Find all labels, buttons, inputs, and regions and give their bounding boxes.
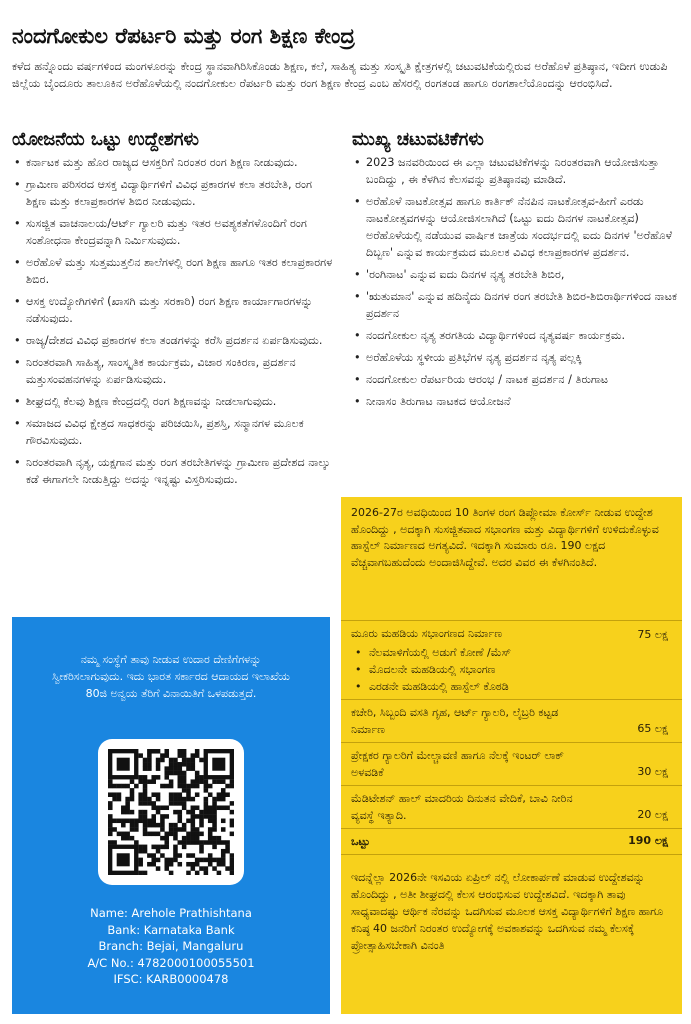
objective-item: • ಆಸಕ್ತ ಉದ್ಯೋಗಿಗಳಿಗೆ (ಖಾಸಗಿ ಮತ್ತು ಸರಕಾರಿ) ರಂಗ ಶಿಕ್ಷಣ ಕಾರ್ಯಾಗಾರಗಳನ್ನು ನಡೆಸುವುದು.	[12, 293, 334, 327]
cost-row-label: ಕಚೇರಿ, ಸಿಬ್ಬಂದಿ ವಸತಿ ಗೃಹ, ಆರ್ಟ್ ಗ್ಯಾಲರಿ, ಲೈಬ್ರರಿ ಕಟ್ಟಡ ನಿರ್ಮಾಣ	[351, 706, 559, 736]
cost-total-row	[341, 828, 682, 855]
objective-item: • ರಾಜ್ಯ/ದೇಶದ ವಿವಿಧ ಪ್ರಕಾರಗಳ ಕಲಾ ತಂಡಗಳನ್ನು ಕರೆಸಿ ಪ್ರದರ್ಶನ ಏರ್ಪಡಿಸುವುದು.	[12, 332, 334, 349]
donation-note: ನಮ್ಮ ಸಂಸ್ಥೆಗೆ ತಾವು ನೀಡುವ ಉದಾರ ದೇಣಿಗೆಗಳನ್ನು ಸ್ವೀಕರಿಸಲಾಗುವುದು. ಇದು ಭಾರತ ಸರ್ಕಾರದ ಆದಾಯದ ಇಲಾಖೆಯ 80ಜಿ ಅನ್ವಯ ತೆರಿಗೆ ವಿನಾಯಿತಿಗೆ ಒಳಪಡುತ್ತದೆ.	[52, 653, 290, 700]
page-title: ನಂದಗೋಕುಲ ರೆಪರ್ಟರಿ ಮತ್ತು ರಂಗ ಶಿಕ್ಷಣ ಕೇಂದ್ರ	[12, 24, 355, 48]
cost-row-label: ಪ್ರೇಕ್ಷಕರ ಗ್ಯಾಲರಿಗೆ ಮೇಲ್ಚಾವಣಿ ಹಾಗೂ ನೆಲಕ್ಕೆ ಇಂಟರ್ ಲಾಕ್ ಅಳವಡಿಕೆ	[351, 749, 564, 779]
cost-table	[341, 620, 682, 855]
cost-row-label: ಮೆಡಿಟೇಶನ್ ಹಾಲ್ ಮಾದರಿಯ ದಿನುತನ ವೇದಿಕೆ, ಬಾವಿ ನೀರಿನ ವ್ಯವಸ್ಥೆ ಇತ್ಯಾದಿ.	[351, 792, 573, 822]
cost-total-amount: 190 ಲಕ್ಷ	[628, 834, 668, 847]
objective-item: • ಶೀಘ್ರದಲ್ಲಿ ಕೆಲವು ಶಿಕ್ಷಣ ಕೇಂದ್ರದಲ್ಲಿ ರಂಗ ಶಿಕ್ಷಣವನ್ನು ನೀಡಲಾಗುವುದು.	[12, 393, 334, 410]
cost-row	[341, 620, 682, 699]
cost-row	[341, 699, 682, 742]
cost-row-label: ಮೂರು ಮಹಡಿಯ ಸಭಾಂಗಣದ ನಿರ್ಮಾಣ	[351, 627, 503, 640]
intro-paragraph: ಕಳೆದ ಹನ್ನೊಂದು ವರ್ಷಗಳಿಂದ ಮಂಗಳೂರನ್ನು ಕೇಂದ್ರ ಸ್ಥಾನವಾಗಿರಿಸಿಕೊಂಡು ಶಿಕ್ಷಣ, ಕಲೆ, ಸಾಹಿತ್ಯ ಮತ್ತು ಸಂಸ್ಕೃತಿ ಕ್ಷೇತ್ರಗಳಲ್ಲಿ ಚಟುವಟಿಕೆಯಲ್ಲಿರುವ ಅರೆಹೊಳೆ ಪ್ರತಿಷ್ಠಾನ, ಇದೀಗ ಉಡುಪಿ ಜಿಲ್ಲೆಯ ಬೈಂದೂರು ತಾಲೂಕಿನ ಅರೆಹೊಳೆಯಲ್ಲಿ ನಂದಗೋಕುಲ ರೆಪರ್ಟರಿ ಮತ್ತು ರಂಗ ಶಿಕ್ಷಣ ಕೇಂದ್ರ ಎಂಬ ಹೆಸರಲ್ಲಿ ರಂಗತಂಡ ಹಾಗೂ ರಂಗಶಾಲೆಯೊಂದನ್ನು ಆರಂಭಿಸಿದೆ.	[12, 60, 668, 90]
future-plan-panel	[341, 497, 682, 1014]
objective-item: • ಸಮಾಜದ ವಿವಿಧ ಕ್ಷೇತ್ರದ ಸಾಧಕರನ್ನು ಪರಿಚಯಿಸಿ, ಪ್ರಶಸ್ತಿ, ಸನ್ಮಾನಗಳ ಮೂಲಕ ಗೌರವಿಸುವುದು.	[12, 415, 334, 449]
bank-account-number: A/C No.: 4782000100055501	[87, 955, 255, 970]
activity-item: • 2023 ಜನವರಿಯಿಂದ ಈ ಎಲ್ಲಾ ಚಟುವಟಿಕೆಗಳನ್ನು ನಿರಂತರವಾಗಿ ಆಯೋಜಿಸುತ್ತಾ ಬಂದಿದ್ದು , ಈ ಕೆಳಗಿನ ಕೆಲಸವನ್ನು ಪ್ರತಿಷ್ಠಾನವು ಮಾಡಿದೆ.	[352, 154, 682, 188]
cost-total-label: ಒಟ್ಟು	[351, 835, 370, 848]
payment-qr-code[interactable]	[98, 739, 244, 885]
objectives-list	[12, 154, 334, 493]
activity-item: • ನೀನಾಸಂ ತಿರುಗಾಟ ನಾಟಕದ ಆಯೋಜನೆ	[352, 393, 682, 410]
cost-row-amount: 20 ಲಕ್ಷ	[637, 808, 668, 821]
objectives-heading: ಯೋಜನೆಯ ಒಟ್ಟು ಉದ್ದೇಶಗಳು	[12, 129, 199, 150]
objective-item: • ನಿರಂತರವಾಗಿ ನೃತ್ಯ, ಯಕ್ಷಗಾನ ಮತ್ತು ರಂಗ ತರಬೇತಿಗಳನ್ನು ಗ್ರಾಮೀಣ ಪ್ರದೇಶದ ನಾಲ್ಕು ಕಡೆ ಈಗಾಗಲೇ ನೀಡುತ್ತಿದ್ದು ಅದನ್ನು ಇನ್ನಷ್ಟು ವಿಸ್ತರಿಸುವುದು.	[12, 454, 334, 488]
activities-list	[352, 154, 682, 415]
cost-row-sublist	[351, 644, 672, 695]
objective-item: • ನಿರಂತರವಾಗಿ ಸಾಹಿತ್ಯ, ಸಾಂಸ್ಕೃತಿಕ ಕಾರ್ಯಕ್ರಮ, ವಿಚಾರ ಸಂಕಿರಣ, ಪ್ರದರ್ಶನ ಮತ್ತುಸಂವಹನಗಳನ್ನು ಏರ್ಪಡಿಸುವುದು.	[12, 354, 334, 388]
plan-intro: 2026-27ರ ಅವಧಿಯಿಂದ 10 ತಿಂಗಳ ರಂಗ ಡಿಪ್ಲೋಮಾ ಕೋರ್ಸ್ ನೀಡುವ ಉದ್ದೇಶ ಹೊಂದಿದ್ದು , ಅದಕ್ಕಾಗಿ ಸುಸಜ್ಜಿತವಾದ ಸಭಾಂಗಣ ಮತ್ತು ವಿದ್ಯಾರ್ಥಿಗಳಿಗೆ ಉಳಿದುಕೊಳ್ಳುವ ಹಾಸ್ಟೆಲ್ ನಿರ್ಮಾಣದ ಅಗತ್ಯವಿದೆ. ಇದಕ್ಕಾಗಿ ಸುಮಾರು ರೂ. 190 ಲಕ್ಷದ ವೆಚ್ಚವಾಗಬಹುದೆಂದು ಅಂದಾಜಿಸಿದ್ದೇವೆ. ಅದರ ವಿವರ ಈ ಕೆಳಗಿನಂತಿದೆ.	[351, 506, 659, 569]
bank-account-name: Name: Arehole Prathishtana	[90, 906, 252, 920]
bank-details	[42, 905, 300, 988]
activity-item: • ನಂದಗೋಕುಲ ನೃತ್ಯ ತರಗತಿಯ ವಿದ್ಯಾರ್ಥಿಗಳಿಂದ ನೃತ್ಯವರ್ಷ ಕಾರ್ಯಕ್ರಮ.	[352, 327, 682, 344]
plan-appeal: ಇದನ್ನೆಲ್ಲಾ 2026ನೇ ಇಸವಿಯ ಏಪ್ರಿಲ್ ನಲ್ಲಿ ಲೋಕಾರ್ಪಣೆ ಮಾಡುವ ಉದ್ದೇಶವನ್ನು ಹೊಂದಿದ್ದು , ಅತೀ ಶೀಘ್ರದಲ್ಲಿ ಕೆಲಸ ಆರಂಭಿಸುವ ಉದ್ದೇಶವಿದೆ. ಇದಕ್ಕಾಗಿ ತಾವು ಸಾಧ್ಯವಾದಷ್ಟು ಆರ್ಥಿಕ ನೆರವನ್ನು ಒದಗಿಸುವ ಮೂಲಕ ಆಸಕ್ತ ವಿದ್ಯಾರ್ಥಿಗಳಿಗೆ ಶಿಕ್ಷಣ ಹಾಗೂ ಕನಿಷ್ಠ 40 ಜನರಿಗೆ ನಿರಂತರ ಉದ್ಯೋಗಕ್ಕೆ ಅವಕಾಶವನ್ನು ಒದಗಿಸುವ ನಮ್ಮ ಕೆಲಸಕ್ಕೆ ಪ್ರೋತ್ಸಾಹಿಸಬೇಕಾಗಿ ವಿನಂತಿ	[351, 871, 664, 952]
objective-item: • ಗ್ರಾಮೀಣ ಪರಿಸರದ ಆಸಕ್ತ ವಿದ್ಯಾರ್ಥಿಗಳಿಗೆ ವಿವಿಧ ಪ್ರಕಾರಗಳ ಕಲಾ ತರಬೇತಿ, ರಂಗ ಶಿಕ್ಷಣ ಮತ್ತು ಕಲಾಪ್ರಕಾರಗಳ ಶಿಬಿರ ನೀಡುವುದು.	[12, 176, 334, 210]
donation-panel	[12, 617, 330, 1014]
cost-row-subitem: • ಎರಡನೇ ಮಹಡಿಯಲ್ಲಿ ಹಾಸ್ಟೆಲ್ ಕೊಠಡಿ	[351, 678, 672, 695]
activity-item: • ನಂದಗೋಕುಲ ರೆಪರ್ಟರಿಯ ಆರಂಭ / ನಾಟಕ ಪ್ರದರ್ಶನ / ತಿರುಗಾಟ	[352, 371, 682, 388]
bank-ifsc: IFSC: KARB0000478	[113, 972, 229, 986]
activities-heading: ಮುಖ್ಯ ಚಟುವಟಿಕೆಗಳು	[352, 129, 484, 150]
objective-item: • ಅರೆಹೊಳೆ ಮತ್ತು ಸುತ್ತಮುತ್ತಲಿನ ಶಾಲೆಗಳಲ್ಲಿ ರಂಗ ಶಿಕ್ಷಣ ಹಾಗೂ ಇತರ ಕಲಾಪ್ರಕಾರಗಳ ಶಿಬಿರ.	[12, 254, 334, 288]
cost-row-amount: 30 ಲಕ್ಷ	[637, 765, 668, 778]
activity-item: • ಅರೆಹೊಳೆ ನಾಟಕೋತ್ಸವ ಹಾಗೂ ಕಾರ್ತಿಕ್ ನೆನಪಿನ ನಾಟಕೋತ್ಸವ-ಹೀಗೆ ಎರಡು ನಾಟಕೋತ್ಸವಗಳನ್ನು ಆಯೋಜಿಸಲಾಗಿದೆ (ಒಟ್ಟು ಐದು ದಿನಗಳ ನಾಟಕೋತ್ಸವ) ಅರೆಹೊಳೆಯಲ್ಲಿ ನಡೆಯುವ ವಾರ್ಷಿಕ ಜಾತ್ರೆಯ ಸಂದರ್ಭದಲ್ಲಿ ಐದು ದಿನಗಳ 'ಅರೆಹೊಳೆ ದಿಬ್ಬಣ' ಎನ್ನುವ ಕಾರ್ಯಕ್ರಮದ ಮೂಲಕ ವಿವಿಧ ಕಲಾಪ್ರಕಾರಗಳ ಪ್ರದರ್ಶನ.	[352, 193, 682, 261]
bank-branch: Branch: Bejai, Mangaluru	[98, 939, 244, 953]
objective-item: • ಸುಸಜ್ಜಿತ ವಾಚನಾಲಯ/ಆರ್ಟ್ ಗ್ಯಾಲರಿ ಮತ್ತು ಇತರ ಅವಶ್ಯಕತೆಗಳೊಂದಿಗೆ ರಂಗ ಸಂಶೋಧನಾ ಕೇಂದ್ರವನ್ನಾಗಿ ನಿರ್ಮಿಸುವುದು.	[12, 215, 334, 249]
bank-name: Bank: Karnataka Bank	[107, 922, 235, 937]
cost-row-subitem: • ಮೊದಲನೇ ಮಹಡಿಯಲ್ಲಿ ಸಭಾಂಗಣ	[351, 661, 672, 678]
activity-item: • ಅರೆಹೊಳೆಯ ಸ್ಥಳೀಯ ಪ್ರತಿಭೆಗಳ ನೃತ್ಯ ಪ್ರದರ್ಶನ ನೃತ್ಯ ಪಲ್ಲಕ್ಕಿ	[352, 349, 682, 366]
qr-code-icon	[108, 749, 234, 875]
cost-row	[341, 785, 682, 828]
cost-row-subitem: • ನೆಲಮಾಳಿಗೆಯಲ್ಲಿ ಅಡುಗೆ ಕೋಣೆ /ಮೆಸ್	[351, 644, 672, 661]
cost-row-amount: 65 ಲಕ್ಷ	[637, 722, 668, 735]
objective-item: • ಕರ್ನಾಟಕ ಮತ್ತು ಹೊರ ರಾಜ್ಯದ ಆಸಕ್ತರಿಗೆ ನಿರಂತರ ರಂಗ ಶಿಕ್ಷಣ ನೀಡುವುದು.	[12, 154, 334, 171]
activity-item: • 'ಋತುಮಾನ' ಎನ್ನುವ ಹದಿನೈದು ದಿನಗಳ ರಂಗ ತರಬೇತಿ ಶಿಬಿರ-ಶಿಬಿರಾರ್ಥಿಗಳಿಂದ ನಾಟಕ ಪ್ರದರ್ಶನ	[352, 288, 682, 322]
cost-row-amount: 75 ಲಕ್ಷ	[637, 628, 668, 641]
cost-row	[341, 742, 682, 785]
activity-item: • 'ರಂಗಿನಾಟ' ಎನ್ನುವ ಐದು ದಿನಗಳ ನೃತ್ಯ ತರಬೇತಿ ಶಿಬಿರ,	[352, 266, 682, 283]
